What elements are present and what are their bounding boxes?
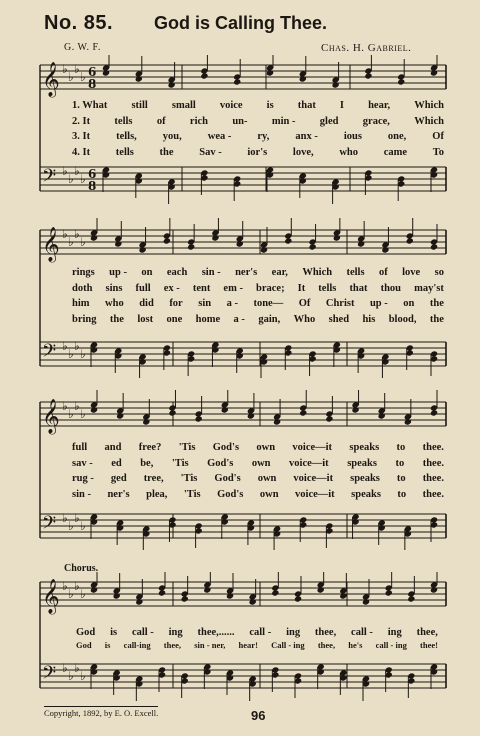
lyric-line: [72, 283, 444, 299]
note-head: [102, 69, 110, 76]
lyric-syllable: tells: [346, 267, 365, 278]
note-head: [116, 412, 124, 419]
note-head: [407, 595, 415, 602]
note-head: [273, 418, 281, 425]
lyric-syllable: rug -: [72, 473, 94, 485]
note-head: [430, 69, 438, 76]
lyric-syllable: ner's: [107, 488, 130, 500]
flat-icon: ♭: [68, 587, 74, 601]
lyric-syllable: ious: [343, 131, 362, 143]
note-head: [325, 415, 333, 422]
note-head: [181, 595, 189, 602]
note-head: [158, 589, 166, 596]
flat-icon: ♭: [80, 347, 86, 361]
chorus-syllable: thee,......: [197, 627, 235, 638]
note-head: [299, 409, 307, 416]
lyric-syllable: one: [166, 313, 183, 325]
lyric-syllable: own: [256, 442, 276, 453]
lyric-syllable: tells: [114, 115, 133, 127]
note-head: [226, 592, 234, 599]
verse-block-3: [72, 442, 444, 504]
lyric-syllable: God's: [207, 457, 234, 469]
chorus-syllable: thee,: [163, 640, 182, 650]
lyric-syllable: ry,: [257, 131, 270, 143]
hymn-number: No. 85.: [44, 12, 114, 34]
chorus-syllable: thee,: [317, 640, 336, 650]
chorus-label: Chorus.: [64, 563, 99, 574]
lyric-syllable: ex -: [163, 282, 180, 294]
treble-clef-icon: 𝄞: [42, 579, 60, 614]
verse-block-1: [72, 100, 444, 162]
lyric-syllable: Which: [414, 115, 444, 127]
chorus-syllable: call -: [249, 627, 272, 638]
lyric-syllable: 3. It: [72, 131, 91, 143]
flat-icon: ♭: [74, 164, 80, 178]
lyric-syllable: God's: [212, 442, 240, 453]
lyric-syllable: hear,: [368, 100, 391, 111]
chorus-syllable: thee,: [314, 627, 337, 638]
flat-icon: ♭: [68, 172, 74, 186]
flat-icon: ♭: [74, 661, 80, 675]
flat-icon: ♭: [80, 669, 86, 683]
lyric-syllable: sin -: [72, 488, 91, 500]
lyric-syllable: voice—it: [289, 457, 329, 469]
lyric-syllable: It: [297, 282, 306, 294]
bass-clef-icon: 𝄢: [42, 513, 57, 538]
lyric-syllable: sin: [198, 298, 212, 310]
lyric-syllable: the: [159, 146, 174, 158]
note-head: [406, 237, 414, 244]
lyric-syllable: love,: [292, 146, 314, 158]
lyric-syllable: home: [195, 313, 221, 325]
lyric-line: [72, 147, 444, 163]
lyric-syllable: 'Tis: [180, 473, 198, 485]
note-head: [430, 586, 438, 593]
chorus-syllable: is: [104, 640, 111, 650]
lyric-syllable: em -: [223, 282, 243, 294]
lyric-syllable: small: [171, 100, 196, 111]
lyric-syllable: 'Tis: [178, 442, 196, 453]
flat-icon: ♭: [68, 235, 74, 249]
note-head: [135, 75, 143, 82]
note-head: [247, 412, 255, 419]
lyric-syllable: voice: [219, 100, 243, 111]
lyric-syllable: the: [429, 298, 444, 310]
lyric-syllable: speaks: [347, 457, 377, 469]
lyric-syllable: tells,: [116, 131, 137, 143]
flat-icon: ♭: [62, 579, 68, 593]
note-head: [364, 72, 372, 79]
lyric-syllable: own: [257, 473, 277, 485]
lyric-syllable: ner's: [235, 267, 258, 278]
note-head: [200, 72, 208, 79]
lyric-syllable: wea -: [207, 131, 232, 143]
lyric-syllable: of: [378, 267, 388, 278]
lyric-syllable: bring: [72, 313, 97, 325]
lyric-line: [72, 131, 444, 147]
lyric-line: [72, 442, 444, 458]
flat-icon: ♭: [68, 669, 74, 683]
lyric-syllable: thee.: [422, 473, 444, 485]
page-number: 96: [251, 708, 266, 723]
lyric-syllable: tent: [192, 282, 211, 294]
chorus-syllable: call - ing: [375, 640, 407, 650]
note-head: [187, 243, 195, 250]
treble-clef-icon: 𝄞: [42, 227, 60, 262]
lyric-line: [72, 489, 444, 505]
chorus-syllable: ing: [168, 627, 183, 638]
lyric-syllable: Sav -: [199, 146, 222, 158]
note-head: [430, 409, 438, 416]
note-head: [90, 406, 98, 413]
lyric-syllable: gain,: [258, 313, 281, 325]
note-head: [142, 418, 150, 425]
note-head: [299, 75, 307, 82]
lyric-syllable: tone—: [253, 298, 284, 310]
lyric-syllable: his: [362, 313, 376, 325]
note-head: [221, 406, 229, 413]
lyric-syllable: tells: [115, 146, 134, 158]
flat-icon: ♭: [68, 347, 74, 361]
chorus-lyrics-line-2: [76, 640, 438, 650]
lyric-syllable: Of: [432, 131, 444, 143]
flat-icon: ♭: [62, 227, 68, 241]
flat-icon: ♭: [68, 70, 74, 84]
flat-icon: ♭: [74, 579, 80, 593]
flat-icon: ♭: [74, 227, 80, 241]
note-head: [381, 246, 389, 253]
lyric-syllable: Christ: [325, 298, 355, 310]
lyric-line: [72, 100, 444, 116]
note-head: [90, 234, 98, 241]
note-head: [317, 586, 325, 593]
chorus-syllable: is: [110, 627, 118, 638]
lyric-syllable: ed: [111, 457, 122, 469]
lyric-syllable: him: [72, 298, 90, 310]
chorus-syllable: thee!: [420, 640, 438, 650]
chorus-syllable: ing: [387, 627, 402, 638]
lyric-syllable: 'Tis: [171, 457, 189, 469]
chorus-syllable: he's: [348, 640, 363, 650]
lyric-syllable: full: [135, 282, 151, 294]
music-credit: Chas. H. Gabriel.: [321, 42, 412, 54]
lyric-syllable: that: [349, 282, 368, 294]
lyric-line: [72, 298, 444, 314]
flat-icon: ♭: [74, 62, 80, 76]
lyric-syllable: plea,: [146, 488, 168, 500]
lyric-syllable: ged: [110, 473, 127, 485]
lyric-line: [72, 116, 444, 132]
flat-icon: ♭: [68, 407, 74, 421]
lyric-syllable: God's: [214, 473, 241, 485]
chorus-syllable: God: [76, 627, 96, 638]
lyric-syllable: is: [266, 100, 274, 111]
flat-icon: ♭: [74, 399, 80, 413]
chorus-syllable: call -: [351, 627, 373, 638]
lyric-syllable: anx -: [295, 131, 318, 143]
lyric-syllable: to: [395, 457, 405, 469]
flat-icon: ♭: [74, 339, 80, 353]
bass-clef-icon: 𝄢: [42, 341, 57, 366]
lyric-syllable: thee.: [422, 488, 444, 500]
lyric-syllable: be,: [140, 457, 154, 469]
note-head: [260, 246, 268, 253]
lyric-syllable: a -: [233, 313, 245, 325]
note-head: [332, 81, 340, 88]
lyric-syllable: blood,: [388, 313, 417, 325]
lyric-syllable: speaks: [349, 442, 380, 453]
note-head: [385, 589, 393, 596]
lyric-syllable: tells: [318, 282, 337, 294]
chorus-syllable: hear!: [238, 640, 258, 650]
chorus-syllable: God: [76, 640, 92, 650]
lyric-syllable: free?: [138, 442, 162, 453]
lyric-syllable: up -: [109, 267, 127, 278]
lyric-syllable: speaks: [351, 488, 381, 500]
flat-icon: ♭: [62, 62, 68, 76]
note-head: [333, 234, 341, 241]
lyric-syllable: that: [297, 100, 316, 111]
flat-icon: ♭: [62, 511, 68, 525]
note-head: [294, 595, 302, 602]
lyric-syllable: rings: [72, 267, 95, 278]
lyric-syllable: lost: [137, 313, 154, 325]
note-head: [397, 78, 405, 85]
flat-icon: ♭: [68, 519, 74, 533]
lyric-syllable: Of: [298, 298, 311, 310]
bass-clef-icon: 𝄢: [42, 166, 57, 191]
lyric-syllable: came: [383, 146, 408, 158]
note-head: [351, 406, 359, 413]
lyric-syllable: To: [432, 146, 444, 158]
hymn-title: God is Calling Thee.: [154, 13, 328, 33]
lyric-syllable: up -: [369, 298, 388, 310]
note-head: [249, 598, 257, 605]
words-credit: G. W. F.: [64, 42, 101, 53]
lyric-syllable: who: [105, 298, 124, 310]
lyric-syllable: voice—it: [293, 473, 334, 485]
flat-icon: ♭: [62, 339, 68, 353]
lyric-syllable: 2. It: [72, 115, 91, 127]
note-head: [138, 246, 146, 253]
note-head: [114, 240, 122, 247]
lyric-syllable: own: [259, 488, 279, 500]
lyric-syllable: to: [396, 442, 406, 453]
flat-icon: ♭: [62, 399, 68, 413]
note-head: [339, 592, 347, 599]
time-signature-top: 6: [88, 167, 97, 181]
note-head: [378, 412, 386, 419]
note-head: [362, 598, 370, 605]
lyric-syllable: I: [339, 100, 344, 111]
note-head: [430, 243, 438, 250]
note-head: [308, 243, 316, 250]
lyric-syllable: rich: [189, 115, 208, 127]
lyric-syllable: voice—it: [292, 442, 333, 453]
lyric-syllable: for: [169, 298, 183, 310]
treble-clef-icon: 𝄞: [42, 399, 60, 434]
bass-clef-icon: 𝄢: [42, 663, 57, 688]
flat-icon: ♭: [80, 407, 86, 421]
lyric-line: [72, 458, 444, 474]
note-head: [266, 69, 274, 76]
lyric-syllable: ear,: [271, 267, 288, 278]
lyric-syllable: sins: [105, 282, 123, 294]
note-head: [233, 78, 241, 85]
time-signature-bottom: 8: [88, 179, 97, 193]
note-head: [90, 586, 98, 593]
lyric-syllable: each: [166, 267, 188, 278]
chorus-syllable: ing: [286, 627, 301, 638]
lyric-syllable: min -: [271, 115, 296, 127]
flat-icon: ♭: [80, 235, 86, 249]
lyric-syllable: and: [104, 442, 122, 453]
lyric-syllable: love: [402, 267, 421, 278]
flat-icon: ♭: [62, 661, 68, 675]
lyric-syllable: Which: [302, 267, 333, 278]
verse-block-2: [72, 267, 444, 329]
lyric-syllable: un-: [232, 115, 248, 127]
flat-icon: ♭: [80, 70, 86, 84]
chorus-syllable: call-ing: [123, 640, 151, 650]
lyric-syllable: may'st: [414, 282, 444, 294]
lyric-syllable: Who: [293, 313, 316, 325]
lyric-syllable: one,: [387, 131, 407, 143]
lyric-syllable: of: [156, 115, 166, 127]
lyric-syllable: did: [139, 298, 154, 310]
lyric-syllable: thee.: [422, 457, 444, 469]
note-head: [357, 240, 365, 247]
lyric-syllable: on: [403, 298, 415, 310]
lyric-syllable: sav -: [72, 457, 93, 469]
lyric-syllable: who: [339, 146, 358, 158]
lyric-syllable: speaks: [350, 473, 380, 485]
lyric-syllable: sin -: [201, 267, 221, 278]
lyric-syllable: thou: [380, 282, 402, 294]
lyric-syllable: shed: [328, 313, 350, 325]
lyric-syllable: so: [434, 267, 444, 278]
lyric-syllable: to: [396, 473, 406, 485]
lyric-line: [72, 473, 444, 489]
note-head: [236, 240, 244, 247]
lyric-syllable: still: [131, 100, 148, 111]
chorus-syllable: sin - ner,: [194, 640, 226, 650]
lyric-syllable: full: [72, 442, 88, 453]
lyric-syllable: gled: [319, 115, 339, 127]
lyric-line: [72, 267, 444, 283]
note-head: [195, 415, 203, 422]
lyric-syllable: a -: [226, 298, 238, 310]
flat-icon: ♭: [80, 519, 86, 533]
flat-icon: ♭: [62, 164, 68, 178]
lyric-syllable: you,: [162, 131, 182, 143]
lyric-syllable: 4. It: [72, 146, 91, 158]
note-head: [168, 409, 176, 416]
note-head: [168, 81, 176, 88]
lyric-syllable: voice—it: [295, 488, 335, 500]
lyric-syllable: on: [141, 267, 153, 278]
lyric-syllable: to: [397, 488, 407, 500]
note-head: [113, 592, 121, 599]
lyric-syllable: own: [251, 457, 271, 469]
chorus-syllable: thee,: [416, 627, 438, 638]
lyric-syllable: brace;: [256, 282, 285, 294]
time-signature-bottom: 8: [88, 77, 97, 91]
lyric-syllable: 'Tis: [183, 488, 201, 500]
lyric-syllable: ior's: [247, 146, 268, 158]
lyric-syllable: the: [429, 313, 444, 325]
chorus-syllable: call -: [131, 627, 154, 638]
lyric-syllable: God's: [217, 488, 244, 500]
lyric-syllable: Which: [414, 100, 444, 111]
lyric-line: [72, 314, 444, 330]
lyric-syllable: 1. What: [72, 100, 108, 111]
lyric-syllable: grace,: [362, 115, 390, 127]
flat-icon: ♭: [74, 511, 80, 525]
flat-icon: ♭: [80, 172, 86, 186]
lyric-syllable: tree,: [143, 473, 164, 485]
lyric-syllable: doth: [72, 282, 93, 294]
note-head: [135, 598, 143, 605]
lyric-syllable: the: [109, 313, 124, 325]
note-head: [203, 586, 211, 593]
lyric-syllable: thee.: [422, 442, 444, 453]
note-head: [163, 237, 171, 244]
time-signature-top: 6: [88, 65, 97, 79]
chorus-syllable: Call - ing: [271, 640, 305, 650]
note-head: [211, 234, 219, 241]
copyright-notice: Copyright, 1892, by E. O. Excell.: [44, 708, 159, 718]
note-head: [404, 418, 412, 425]
note-head: [284, 237, 292, 244]
note-head: [271, 589, 279, 596]
flat-icon: ♭: [80, 587, 86, 601]
treble-clef-icon: 𝄞: [42, 62, 60, 97]
chorus-lyrics-line-1: [76, 627, 438, 638]
